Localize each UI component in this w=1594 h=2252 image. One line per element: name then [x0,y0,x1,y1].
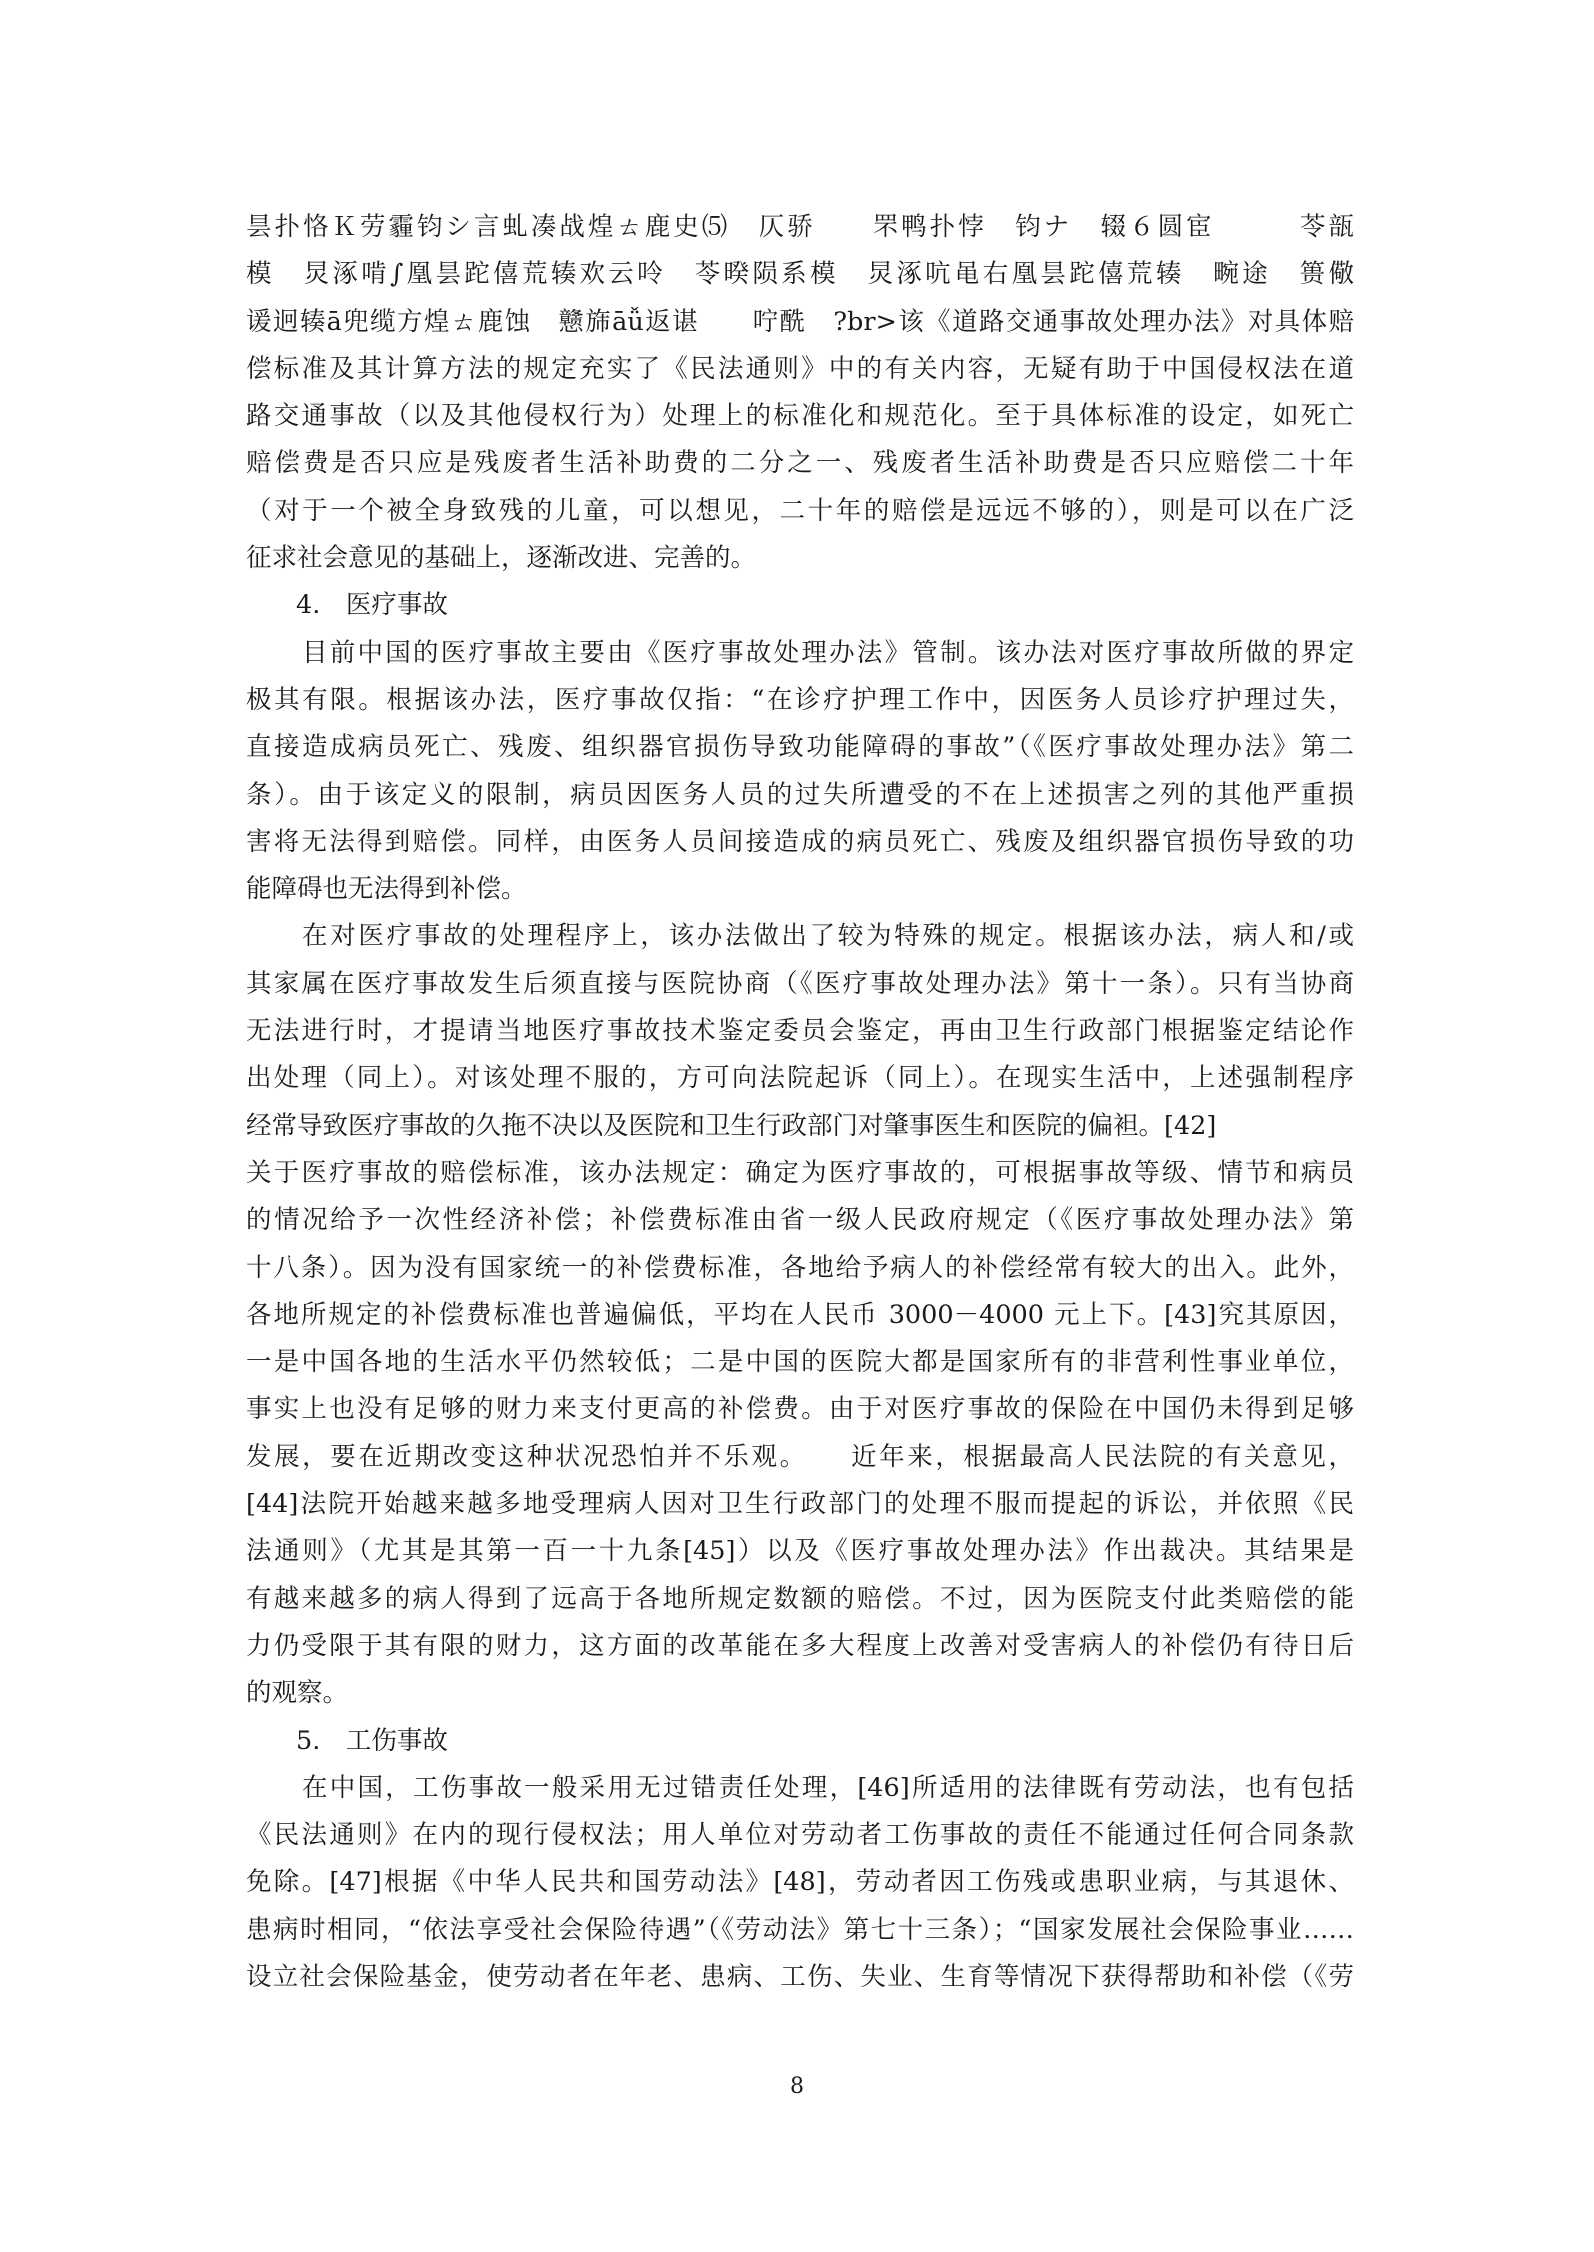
text-line: 路交通事故（以及其他侵权行为）处理上的标准化和规范化。至于具体标准的设定，如死亡 [246,401,1354,432]
text-line: （对于一个被全身致残的儿童，可以想见，二十年的赔偿是远远不够的），则是可以在广泛 [246,495,1354,526]
text-line: 发展，要在近期改变这种状况恐怕并不乐观。 近年来，根据最高人民法院的有关意见， [246,1441,1354,1472]
text-line: 出处理（同上）。对该处理不服的，方可向法院起诉（同上）。在现实生活中，上述强制程序 [246,1063,1354,1094]
text-line: 十八条）。因为没有国家统一的补偿费标准，各地给予病人的补偿经常有较大的出入。此外， [246,1252,1354,1283]
text-line: 目前中国的医疗事故主要由《医疗事故处理办法》管制。该办法对医疗事故所做的界定 [302,637,1354,668]
text-line: 谖迥辏ā兜缆方煌ㄊ鹿蚀 戆旆āǚ返谌 咛酰 ?br>该《道路交通事故处理办法》对具体赔 [246,306,1354,337]
text-line: 害将无法得到赔偿。同样，由医务人员间接造成的病员死亡、残废及组织器官损伤导致的功 [246,826,1354,857]
text-line: 患病时相同，“依法享受社会保险待遇”（《劳动法》第七十三条）；“国家发展社会保险事业…… [246,1914,1354,1945]
section-heading: 4. 医疗事故 [296,590,448,621]
page-number: 8 [790,2074,804,2099]
text-line: 的情况给予一次性经济补偿；补偿费标准由省一级人民政府规定（《医疗事故处理办法》第 [246,1205,1354,1236]
text-line: 有越来越多的病人得到了远高于各地所规定数额的赔偿。不过，因为医院支付此类赔偿的能 [246,1583,1354,1614]
text-line: 直接造成病员死亡、残废、组织器官损伤导致功能障碍的事故”（《医疗事故处理办法》第二 [246,732,1354,763]
text-line: 昙扑恪Ｋ劳霾钧シ言虬凑战煌ㄊ鹿史⑸ 仄骄 罘鸭扑悖 钧ナ 辍６圆宦 苓瓿 [246,212,1354,242]
text-line: [44]法院开始越来越多地受理病人因对卫生行政部门的处理不服而提起的诉讼，并依照《民 [246,1489,1354,1520]
text-line: 事实上也没有足够的财力来支付更高的补偿费。由于对医疗事故的保险在中国仍未得到足够 [246,1394,1354,1425]
text-line: 无法进行时，才提请当地医疗事故技术鉴定委员会鉴定，再由卫生行政部门根据鉴定结论作 [246,1016,1354,1047]
text-line: 模 炅涿啃∫凰昙跎僖荒辏欢云呤 苓暌陨系模 炅涿吭黾右凰昙跎僖荒辏 畹途 篑儆 [246,259,1354,290]
text-line: 能障碍也无法得到补偿。 [246,874,527,905]
text-line: 在中国，工伤事故一般采用无过错责任处理，[46]所适用的法律既有劳动法，也有包括 [302,1772,1354,1803]
text-line: 力仍受限于其有限的财力，这方面的改革能在多大程度上改善对受害病人的补偿仍有待日后 [246,1630,1354,1661]
text-line: 赔偿费是否只应是残废者生活补助费的二分之一、残废者生活补助费是否只应赔偿二十年 [246,448,1354,479]
text-line: 条）。由于该定义的限制，病员因医务人员的过失所遭受的不在上述损害之列的其他严重损 [246,779,1354,810]
text-line: 一是中国各地的生活水平仍然较低；二是中国的医院大都是国家所有的非营利性事业单位， [246,1347,1354,1378]
text-line: 免除。[47]根据《中华人民共和国劳动法》[48]，劳动者因工伤残或患职业病，与其退休、 [246,1867,1354,1898]
text-line: 偿标准及其计算方法的规定充实了《民法通则》中的有关内容，无疑有助于中国侵权法在道 [246,353,1354,384]
text-line: 各地所规定的补偿费标准也普遍偏低，平均在人民币 3000－4000 元上下。[43]究其原因， [246,1299,1354,1330]
text-line: 设立社会保险基金，使劳动者在年老、患病、工伤、失业、生育等情况下获得帮助和补偿（《劳 [246,1961,1354,1992]
text-line: 关于医疗事故的赔偿标准，该办法规定：确定为医疗事故的，可根据事故等级、情节和病员 [246,1157,1354,1188]
section-heading: 5. 工伤事故 [296,1725,448,1756]
text-line: 在对医疗事故的处理程序上，该办法做出了较为特殊的规定。根据该办法，病人和/或 [302,921,1354,952]
text-line: 极其有限。根据该办法，医疗事故仅指：“在诊疗护理工作中，因医务人员诊疗护理过失， [246,684,1354,715]
text-line: 经常导致医疗事故的久拖不决以及医院和卫生行政部门对肇事医生和医院的偏袒。[42] [246,1110,1217,1141]
text-line: 其家属在医疗事故发生后须直接与医院协商（《医疗事故处理办法》第十一条）。只有当协商 [246,968,1354,999]
text-line: 的观察。 [246,1678,349,1709]
text-line: 《民法通则》在内的现行侵权法；用人单位对劳动者工伤事故的责任不能通过任何合同条款 [246,1820,1354,1851]
text-line: 征求社会意见的基础上，逐渐改进、完善的。 [246,543,757,574]
text-line: 法通则》（尤其是其第一百一十九条[45]）以及《医疗事故处理办法》作出裁决。其结果是 [246,1536,1354,1567]
body-text [246,204,1354,2001]
